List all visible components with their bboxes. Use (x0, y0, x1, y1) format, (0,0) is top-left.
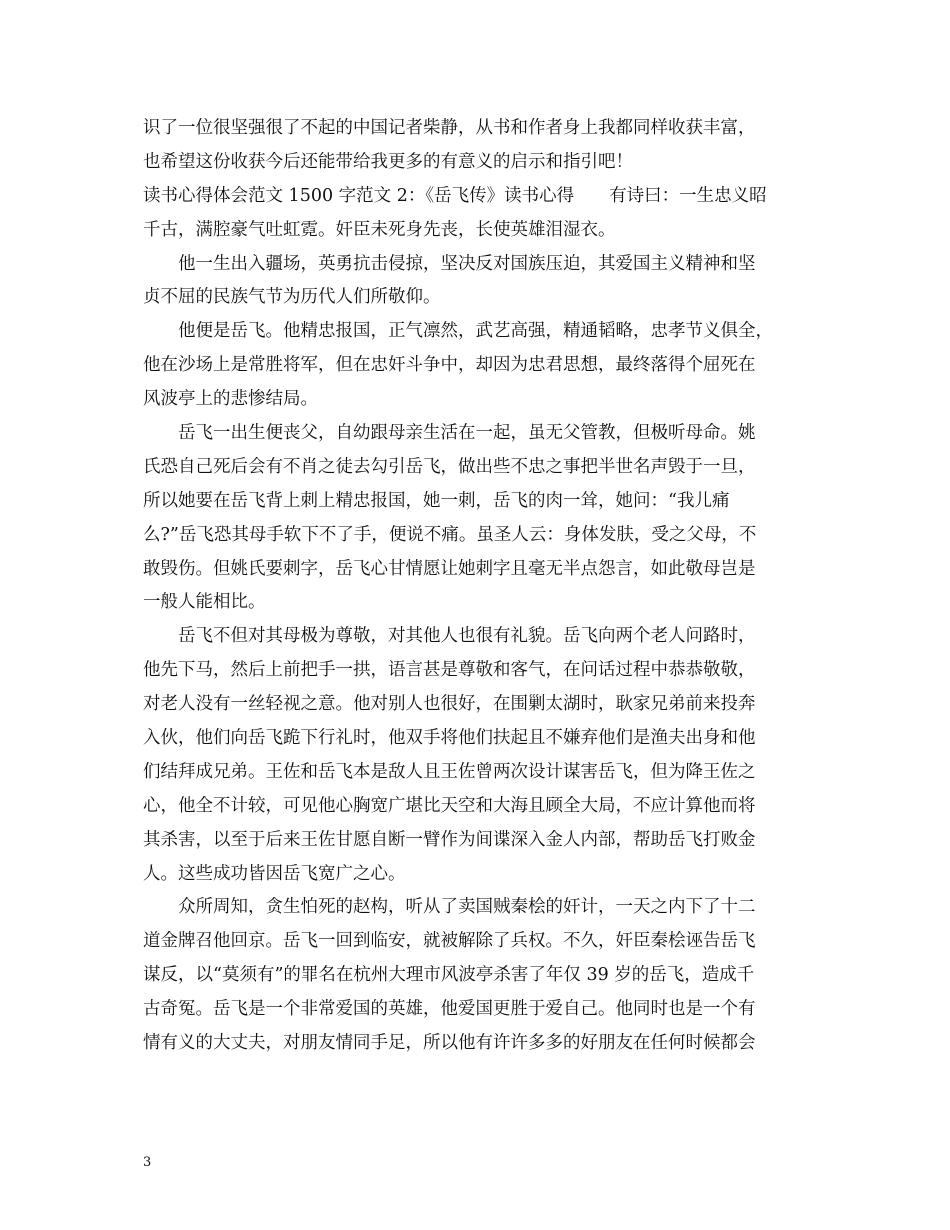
text-line: 人。这些成功皆因岳飞宽广之心。 (143, 863, 406, 884)
text-line: 氏恐自己死后会有不肖之徒去勾引岳飞，做出些不忠之事把半世名声毁于一旦， (143, 456, 756, 477)
text-line: 古奇冤。岳飞是一个非常爱国的英雄，他爱国更胜于爱自己。他同时也是一个有 (143, 999, 756, 1020)
document-body (143, 112, 823, 1061)
paragraph-first-line: 他一生出入疆场，英勇抗击侵掠，坚决反对国族压迫，其爱国主义精神和坚 (178, 253, 756, 274)
text-line: 其杀害，以至于后来王佐甘愿自断一臂作为间谍深入金人内部，帮助岳飞打败金 (143, 829, 756, 850)
text-line: 他在沙场上是常胜将军，但在忠奸斗争中，却因为忠君思想，最终落得个屈死在 (143, 355, 756, 376)
paragraph-first-line: 他便是岳飞。他精忠报国，正气凛然，武艺高强，精通韬略，忠孝节义俱全， (178, 321, 773, 342)
page-number: 3 (143, 1155, 152, 1170)
text-line: 风波亭上的悲惨结局。 (143, 389, 318, 410)
text-line: 识了一位很坚强很了不起的中国记者柴静，从书和作者身上我都同样收获丰富， (143, 118, 756, 138)
text-line: 入伙，他们向岳飞跪下行礼时，他双手将他们扶起且不嫌弃他们是渔夫出身和他 (143, 728, 756, 749)
paragraph-first-line: 岳飞一出生便丧父，自幼跟母亲生活在一起，虽无父管教，但极听母命。姚 (178, 423, 756, 444)
text-line: 千古，满腔豪气吐虹霓。奸臣未死身先丧，长使英雄泪湿衣。 (143, 219, 616, 240)
text-line: 所以她要在岳飞背上刺上精忠报国，她一刺，岳飞的肉一耸，她问：“我儿痛 (143, 490, 730, 511)
text-line: 一般人能相比。 (143, 592, 266, 613)
text-line: 道金牌召他回京。岳飞一回到临安，就被解除了兵权。不久，奸臣秦桧诬告岳飞 (143, 931, 756, 952)
text-line: 心，他全不计较，可见他心胸宽广堪比天空和大海且顾全大局，不应计算他而将 (143, 795, 756, 816)
text-line: 对老人没有一丝轻视之意。他对别人也很好，在围剿太湖时，耿家兄弟前来投奔 (143, 694, 756, 715)
paragraph-first-line: 岳飞不但对其母极为尊敬，对其他人也很有礼貌。岳飞向两个老人问路时， (178, 626, 756, 647)
text-line: 他先下马，然后上前把手一拱，语言甚是尊敬和客气，在问话过程中恭恭敬敬， (143, 660, 756, 681)
text-line: 敢毁伤。但姚氏要刺字，岳飞心甘情愿让她刺字且毫无半点怨言，如此敬母岂是 (143, 558, 756, 579)
text-line: 也希望这份收获今后还能带给我更多的有意义的启示和指引吧！ (143, 151, 633, 172)
text-line: 谋反，以“莫须有”的罪名在杭州大理市风波亭杀害了年仅 39 岁的岳飞，造成千 (143, 965, 755, 986)
paragraph-first-line: 众所周知，贪生怕死的赵构，听从了卖国贼秦桧的奸计，一天之内下了十二 (178, 897, 756, 918)
text-line: 们结拜成兄弟。王佐和岳飞本是敌人且王佐曾两次设计谋害岳飞，但为降王佐之 (143, 761, 756, 782)
text-line: 么?”岳飞恐其母手软下不了手，便说不痛。虽圣人云：身体发肤，受之父母，不 (143, 524, 757, 545)
text-line: 读书心得体会范文 1500 字范文 2：《岳飞传》读书心得 有诗曰：一生忠义昭 (143, 185, 767, 206)
text-line: 情有义的大丈夫，对朋友情同手足，所以他有许许多多的好朋友在任何时候都会 (143, 1033, 756, 1054)
text-line: 贞不屈的民族气节为历代人们所敬仰。 (143, 287, 441, 308)
